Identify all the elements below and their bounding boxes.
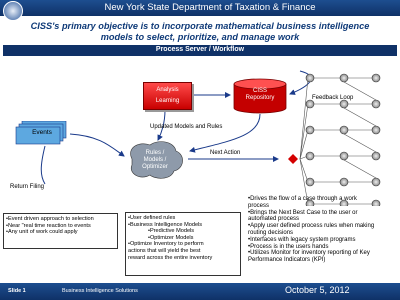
rules-models-item: •User defined rules — [128, 215, 176, 221]
workflow-benefit-line: automated process — [248, 216, 300, 223]
workflow-benefit-line: •Process is in the users hands — [248, 243, 329, 250]
objective-heading — [6, 21, 394, 43]
event-driven-item: •Near "real time reaction to events — [6, 222, 91, 229]
rules-line-1: Rules / — [145, 150, 165, 156]
analysis-learning-box — [143, 82, 192, 110]
event-driven-item: •Any unit of work could apply — [6, 229, 78, 236]
footer-date: October 5, 2012 — [285, 285, 350, 295]
events-to-rules-arrow — [70, 134, 124, 156]
workflow-benefit-line: routing decisions — [248, 229, 294, 236]
workflow-benefit-line: process — [248, 202, 270, 209]
rules-models-optimizer-label — [126, 150, 184, 171]
rules-models-item: •Optimize Inventory to perform — [128, 241, 204, 248]
ciss-repository-label — [232, 88, 288, 102]
footer-center-text: Business Intelligence Solutions — [62, 288, 138, 294]
return-filing-label: Return Filing — [10, 184, 45, 190]
events-label: Events — [32, 129, 52, 136]
slide-number: Slide 1 — [8, 288, 26, 294]
state-seal-icon — [3, 1, 23, 21]
event-driven-box — [3, 213, 118, 249]
work-queue-nodes — [306, 74, 380, 206]
repo-line-1: CISS — [252, 88, 267, 94]
workflow-benefit-line: •Utilizes Monitor for inventory reporting of Key — [248, 250, 370, 257]
updated-models-label: Updated Models and Rules — [150, 124, 223, 130]
workflow-benefits — [248, 196, 398, 264]
analysis-line-1: Analysis — [156, 87, 179, 93]
process-server-header — [3, 45, 397, 56]
analysis-line-2: Learning — [155, 98, 180, 104]
workflow-benefit-line: •Interfaces with legacy system programs — [248, 236, 356, 243]
workflow-benefit-line: Performance Indicators (KPI) — [248, 257, 326, 264]
event-driven-list — [4, 214, 117, 236]
process-server-title: Process Server / Workflow — [155, 46, 245, 53]
rules-models-list — [126, 213, 240, 261]
router-diamond-icon — [288, 154, 298, 164]
next-action-label: Next Action — [210, 150, 241, 156]
workflow-benefit-line: •Apply user defined process rules when making — [248, 223, 375, 230]
feedback-loop-label: Feedback Loop — [312, 95, 354, 101]
workflow-benefit-line: •Brings the Next Best Case to the user or — [248, 209, 358, 216]
rules-models-item: •Predictive Models — [148, 228, 195, 235]
footer-bar — [0, 283, 400, 300]
rules-models-item: •Business Intelligence Models — [128, 221, 203, 228]
header-bar — [0, 0, 400, 16]
return-filing-arrow — [41, 146, 45, 184]
workflow-benefits-list — [248, 196, 398, 264]
rules-models-item: •Optimizer Models — [148, 234, 194, 241]
event-driven-item: •Event driven approach to selection — [6, 216, 94, 222]
rules-models-item: reward across the entire inventory — [128, 254, 213, 261]
header-title: New York State Department of Taxation & Finance — [104, 2, 316, 13]
objective-line-1: CISS's primary objective is to incorporate mathematical business intelligence — [30, 21, 370, 31]
rules-models-box — [125, 212, 241, 276]
workflow-benefit-line: •Drives the flow of a case through a work — [248, 196, 357, 202]
objective-line-2: models to select, prioritize, and manage work — [100, 32, 300, 42]
rules-line-2: Models / — [143, 157, 167, 163]
rules-models-item: actions that will yield the best — [128, 247, 201, 254]
repo-to-rules-arrow — [190, 114, 260, 151]
rules-line-3: Optimizer — [142, 164, 168, 170]
repo-line-2: Repository — [245, 95, 275, 101]
